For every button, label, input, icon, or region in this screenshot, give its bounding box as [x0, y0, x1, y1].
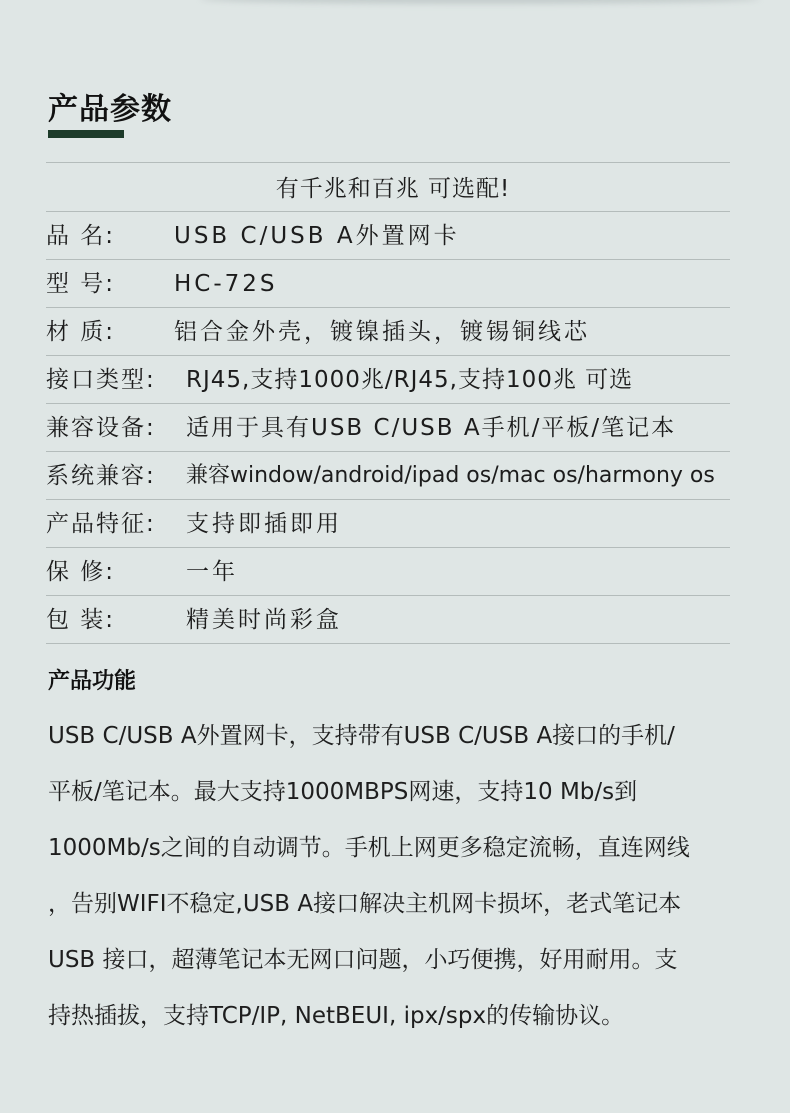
- function-line: 持热插拔，支持TCP/IP, NetBEUI, ipx/spx的传输协议。: [48, 1003, 625, 1029]
- param-value: 一年: [186, 559, 238, 585]
- section-title: 产品参数: [48, 92, 172, 127]
- top-shadow-decoration: [200, 0, 760, 4]
- function-line: USB 接口，超薄笔记本无网口问题，小巧便携，好用耐用。支: [48, 947, 678, 973]
- param-value: 支持即插即用: [186, 511, 342, 537]
- param-label: 保 修:: [46, 559, 116, 585]
- param-label: 产品特征:: [46, 511, 156, 537]
- param-value: 兼容window/android/ipad os/mac os/harmony os: [186, 463, 715, 488]
- param-row-interface: [46, 356, 730, 404]
- param-label: 兼容设备:: [46, 415, 156, 441]
- param-row-material: [46, 308, 730, 356]
- param-row-model: [46, 260, 730, 308]
- param-value: 适用于具有USB C/USB A手机/平板/笔记本: [186, 415, 677, 441]
- param-label: 接口类型:: [46, 367, 156, 393]
- param-value: RJ45,支持1000兆/RJ45,支持100兆 可选: [186, 367, 634, 393]
- param-row-features: [46, 500, 730, 548]
- function-line: USB C/USB A外置网卡，支持带有USB C/USB A接口的手机/: [48, 723, 675, 749]
- function-line: 1000Mb/s之间的自动调节。手机上网更多稳定流畅，直连网线: [48, 835, 690, 861]
- function-line: 平板/笔记本。最大支持1000MBPS网速，支持10 Mb/s到: [48, 779, 638, 805]
- title-accent-bar: [48, 130, 124, 138]
- param-row-os-compat: [46, 452, 730, 500]
- param-row-warranty: [46, 548, 730, 596]
- param-label: 型 号:: [46, 271, 116, 297]
- param-value: 铝合金外壳，镀镍插头，镀锡铜线芯: [174, 319, 590, 345]
- param-value: 精美时尚彩盒: [186, 607, 342, 633]
- param-value: USB C/USB A外置网卡: [174, 223, 460, 249]
- param-table: [46, 162, 730, 644]
- param-label: 材 质:: [46, 319, 116, 345]
- param-label: 品 名:: [46, 223, 116, 249]
- function-description: [48, 708, 764, 1044]
- param-row-packaging: [46, 596, 730, 644]
- param-label: 系统兼容:: [46, 463, 156, 489]
- param-banner: 有千兆和百兆 可选配!: [46, 163, 730, 212]
- param-row-name: [46, 212, 730, 260]
- param-label: 包 装:: [46, 607, 116, 633]
- function-line: ，告别WIFI不稳定,USB A接口解决主机网卡损坏，老式笔记本: [48, 891, 682, 917]
- param-row-compatible-devices: [46, 404, 730, 452]
- function-section-title: 产品功能: [48, 669, 137, 694]
- param-value: HC-72S: [174, 271, 278, 297]
